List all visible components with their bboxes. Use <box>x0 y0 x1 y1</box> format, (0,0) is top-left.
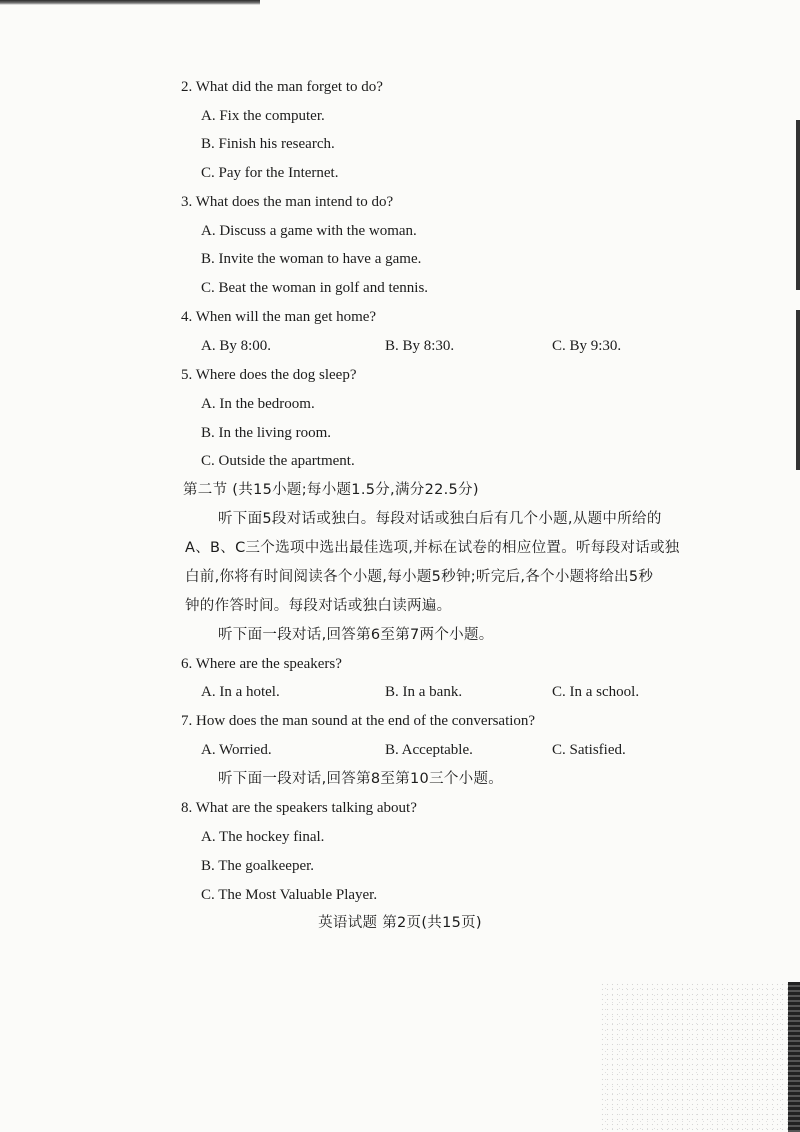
question-5-stem: 5. Where does the dog sleep? <box>181 367 357 383</box>
question-4-option-b: B. By 8:30. <box>385 338 455 354</box>
question-4-stem: 4. When will the man get home? <box>181 309 377 325</box>
question-3-option-a: A. Discuss a game with the woman. <box>201 223 417 239</box>
question-3-option-c: C. Beat the woman in golf and tennis. <box>201 280 429 296</box>
section-2-instructions-line-4: 钟的作答时间。每段对话或独白读两遍。 <box>185 598 452 614</box>
question-5-option-a: A. In the bedroom. <box>201 396 315 412</box>
section-2-heading: 第二节 (共15小题;每小题1.5分,满分22.5分) <box>183 482 479 498</box>
dialogue-note-8-10: 听下面一段对话,回答第8至第10三个小题。 <box>218 771 504 787</box>
question-3-stem: 3. What does the man intend to do? <box>181 194 394 210</box>
scan-edge-top <box>0 0 260 5</box>
page-footer: 英语试题 第2页(共15页) <box>318 915 482 931</box>
section-2-instructions-line-2: A、B、C三个选项中选出最佳选项,并标在试卷的相应位置。听每段对话或独 <box>185 540 680 556</box>
question-2-option-b: B. Finish his research. <box>201 136 335 152</box>
question-7-option-b: B. Acceptable. <box>385 742 473 758</box>
question-5-option-c: C. Outside the apartment. <box>201 453 355 469</box>
section-2-instructions-line-3: 白前,你将有时间阅读各个小题,每小题5秒钟;听完后,各个小题将给出5秒 <box>185 569 654 585</box>
question-2-option-a: A. Fix the computer. <box>201 108 325 124</box>
question-6-stem: 6. Where are the speakers? <box>181 656 342 672</box>
question-8-option-a: A. The hockey final. <box>201 829 325 845</box>
question-7-option-c: C. Satisfied. <box>552 742 626 758</box>
scan-edge-right <box>796 120 800 290</box>
question-2-stem: 2. What did the man forget to do? <box>181 79 383 95</box>
question-5-option-b: B. In the living room. <box>201 425 331 441</box>
scan-noise <box>600 982 800 1132</box>
question-6-option-c: C. In a school. <box>552 684 640 700</box>
question-7-option-a: A. Worried. <box>201 742 272 758</box>
question-6-option-b: B. In a bank. <box>385 684 463 700</box>
scan-edge-bottom-right <box>788 982 800 1132</box>
question-6-option-a: A. In a hotel. <box>201 684 280 700</box>
question-4-option-a: A. By 8:00. <box>201 338 272 354</box>
question-8-stem: 8. What are the speakers talking about? <box>181 800 417 816</box>
dialogue-note-6-7: 听下面一段对话,回答第6至第7两个小题。 <box>218 627 494 643</box>
question-4-option-c: C. By 9:30. <box>552 338 622 354</box>
question-8-option-b: B. The goalkeeper. <box>201 858 315 874</box>
section-2-instructions-line-1: 听下面5段对话或独白。每段对话或独白后有几个小题,从题中所给的 <box>218 511 662 527</box>
question-3-option-b: B. Invite the woman to have a game. <box>201 251 422 267</box>
question-8-option-c: C. The Most Valuable Player. <box>201 887 378 903</box>
scan-edge-right <box>796 310 800 470</box>
question-7-stem: 7. How does the man sound at the end of the conversation? <box>181 713 536 729</box>
question-2-option-c: C. Pay for the Internet. <box>201 165 339 181</box>
